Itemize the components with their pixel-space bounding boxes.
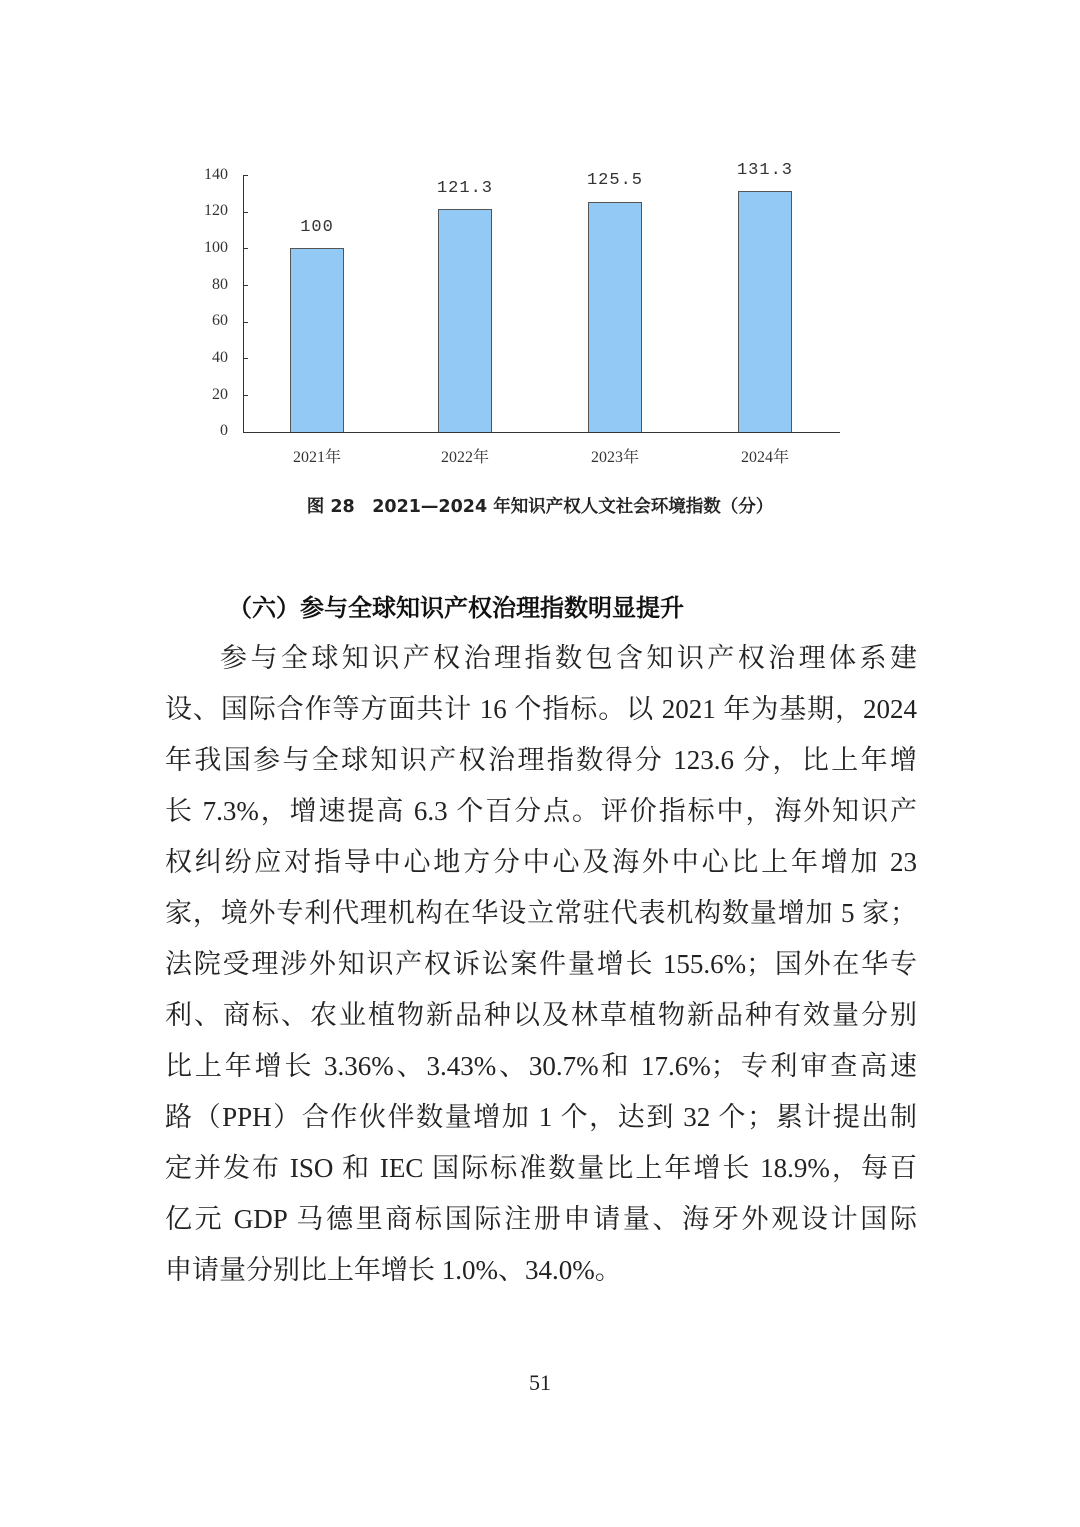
bar-value-label: 100 bbox=[300, 218, 334, 237]
y-tick-label: 0 bbox=[220, 422, 228, 439]
y-tick bbox=[243, 248, 248, 249]
paragraph-line: 路（PPH）合作伙伴数量增加 1 个，达到 32 个；累计提出制 bbox=[165, 1102, 917, 1132]
bar-value-label: 125.5 bbox=[586, 171, 643, 190]
y-tick bbox=[243, 212, 248, 213]
paragraph-line: 设、国际合作等方面共计 16 个指标。以 2021 年为基期，2024 bbox=[165, 694, 917, 724]
bar-2021 bbox=[290, 248, 344, 432]
paragraph-line: 定并发布 ISO 和 IEC 国际标准数量比上年增长 18.9%，每百 bbox=[165, 1153, 917, 1183]
x-tick-label: 2023年 bbox=[590, 449, 639, 466]
bar-chart bbox=[180, 150, 860, 480]
y-tick-label: 140 bbox=[204, 166, 228, 183]
x-tick-label: 2024年 bbox=[740, 449, 789, 466]
paragraph-line: 权纠纷应对指导中心地方分中心及海外中心比上年增加 23 bbox=[165, 847, 917, 877]
section-paragraph bbox=[165, 633, 917, 1296]
y-axis bbox=[243, 175, 244, 432]
x-tick-label: 2021年 bbox=[292, 449, 341, 466]
paragraph-line: 比上年增长 3.36%、3.43%、30.7%和 17.6%；专利审查高速 bbox=[165, 1051, 917, 1081]
bar-2023 bbox=[588, 202, 642, 432]
bar-2022 bbox=[438, 209, 492, 432]
y-tick-label: 20 bbox=[212, 386, 228, 403]
paragraph-line: 利、商标、农业植物新品种以及林草植物新品种有效量分别 bbox=[165, 1000, 917, 1030]
x-tick-label: 2022年 bbox=[440, 449, 489, 466]
y-tick-label: 80 bbox=[212, 276, 228, 293]
x-axis bbox=[243, 432, 840, 433]
y-tick-label: 100 bbox=[204, 239, 228, 256]
y-tick bbox=[243, 395, 248, 396]
paragraph-line: 申请量分别比上年增长 1.0%、34.0%。 bbox=[165, 1255, 622, 1285]
y-tick bbox=[243, 175, 248, 176]
y-tick bbox=[243, 285, 248, 286]
bar-value-label: 121.3 bbox=[436, 179, 493, 198]
paragraph-line: 参与全球知识产权治理指数包含知识产权治理体系建 bbox=[220, 643, 917, 673]
bar-value-label: 131.3 bbox=[736, 161, 793, 180]
y-tick bbox=[243, 322, 248, 323]
y-tick bbox=[243, 358, 248, 359]
paragraph-line: 法院受理涉外知识产权诉讼案件量增长 155.6%；国外在华专 bbox=[165, 949, 917, 979]
paragraph-line: 亿元 GDP 马德里商标国际注册申请量、海牙外观设计国际 bbox=[165, 1204, 917, 1234]
figure-caption: 图 28 2021—2024 年知识产权人文社会环境指数（分） bbox=[306, 497, 774, 517]
y-tick-label: 120 bbox=[204, 202, 228, 219]
y-tick-label: 40 bbox=[212, 349, 228, 366]
paragraph-line: 长 7.3%，增速提高 6.3 个百分点。评价指标中，海外知识产 bbox=[165, 796, 917, 826]
section-heading: （六）参与全球知识产权治理指数明显提升 bbox=[228, 594, 684, 622]
page-number: 51 bbox=[529, 1370, 551, 1395]
paragraph-line: 年我国参与全球知识产权治理指数得分 123.6 分，比上年增 bbox=[165, 745, 917, 775]
y-tick-label: 60 bbox=[212, 312, 228, 329]
bar-2024 bbox=[738, 191, 792, 432]
paragraph-line: 家，境外专利代理机构在华设立常驻代表机构数量增加 5 家； bbox=[165, 898, 917, 928]
